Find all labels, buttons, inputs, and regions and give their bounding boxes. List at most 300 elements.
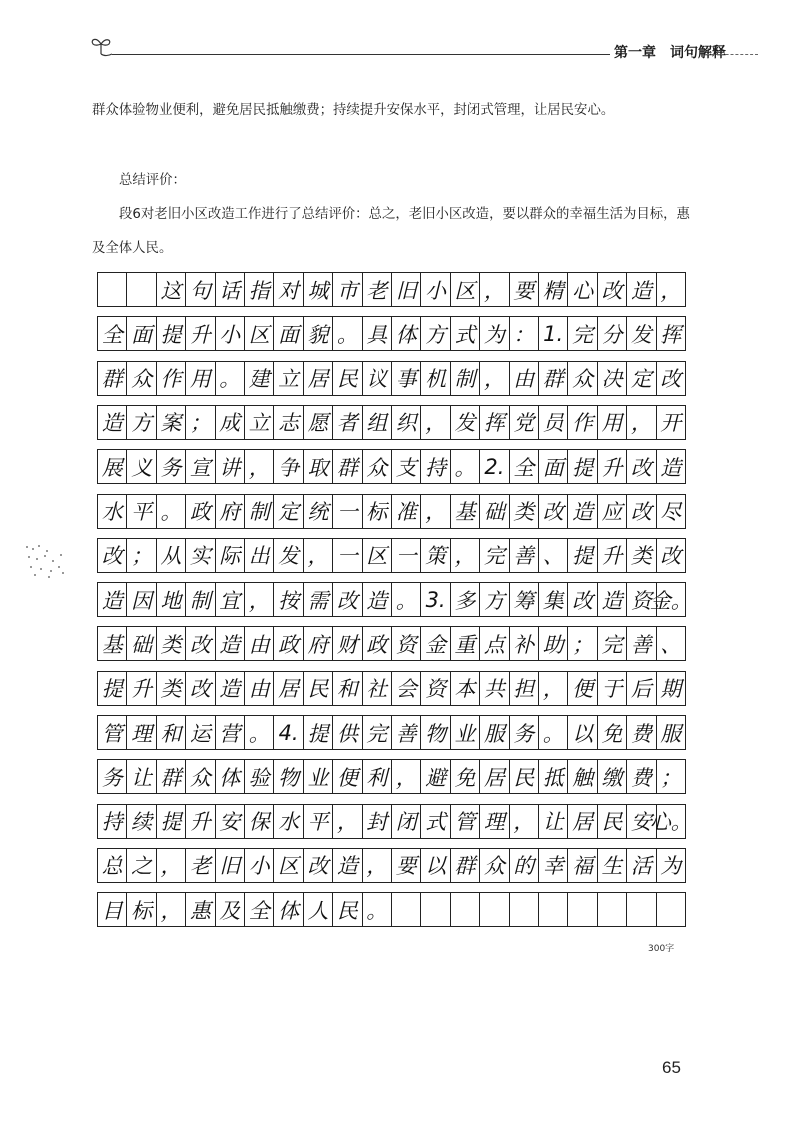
grid-cell: 封 <box>363 805 392 838</box>
grid-cell: 从 <box>157 539 186 572</box>
grid-cell: 安 <box>627 805 656 838</box>
grid-cell: 全 <box>98 317 127 350</box>
grid-cell: 民 <box>510 760 539 793</box>
grid-cell: 挥 <box>657 317 686 350</box>
grid-cell: 居 <box>304 362 333 395</box>
grid-cell: 心。 <box>657 805 686 838</box>
grid-cell: 宜 <box>216 583 245 616</box>
grid-cell: 抵 <box>539 760 568 793</box>
grid-cell: 议 <box>363 362 392 395</box>
chapter-heading <box>614 42 800 62</box>
grid-cell: 需 <box>304 583 333 616</box>
grid-cell: 全 <box>510 450 539 483</box>
grid-cell: 尽 <box>657 495 686 528</box>
grid-cell: 小 <box>216 317 245 350</box>
grid-cell: 市 <box>333 273 362 306</box>
grid-cell: 提 <box>304 716 333 749</box>
grid-cell: 费 <box>627 760 656 793</box>
grid-cell: 造 <box>216 627 245 660</box>
grid-cell: 出 <box>245 539 274 572</box>
grid-cell: 式 <box>421 805 450 838</box>
grid-cell: 策 <box>421 539 450 572</box>
grid-cell: 统 <box>304 495 333 528</box>
grid-cell: 便 <box>333 760 362 793</box>
grid-cell: 平 <box>127 495 156 528</box>
grid-cell: 服 <box>657 716 686 749</box>
grid-cell: 之 <box>127 849 156 882</box>
grid-cell: 发 <box>627 317 656 350</box>
grid-cell: 众 <box>480 849 509 882</box>
grid-cell: 志 <box>274 406 303 439</box>
grid-cell: 成 <box>216 406 245 439</box>
grid-cell: ； <box>568 627 597 660</box>
grid-cell: 业 <box>451 716 480 749</box>
grid-cell: 改 <box>627 495 656 528</box>
grid-cell: 政 <box>363 627 392 660</box>
grid-cell: 要 <box>510 273 539 306</box>
grid-cell: 织 <box>392 406 421 439</box>
grid-cell: 民 <box>333 362 362 395</box>
grid-cell: 完 <box>598 627 627 660</box>
grid-cell: ； <box>186 406 215 439</box>
grid-cell: 平 <box>304 805 333 838</box>
grid-cell: 提 <box>157 317 186 350</box>
grid-cell: 定 <box>274 495 303 528</box>
grid-cell: 标 <box>363 495 392 528</box>
grid-cell: 活 <box>627 849 656 882</box>
grid-cell: 水 <box>274 805 303 838</box>
grid-cell: 因 <box>127 583 156 616</box>
grid-cell: 物 <box>274 760 303 793</box>
grid-cell: 方 <box>480 583 509 616</box>
grid-cell: 管 <box>451 805 480 838</box>
page-number: 65 <box>662 1058 681 1077</box>
grid-cell: 作 <box>568 406 597 439</box>
grid-cell: 闭 <box>392 805 421 838</box>
grid-cell: 改 <box>186 672 215 705</box>
grid-cell: 话 <box>216 273 245 306</box>
grid-cell: 类 <box>157 627 186 660</box>
grid-cell: 造 <box>98 406 127 439</box>
grid-cell: 和 <box>333 672 362 705</box>
grid-cell: 物 <box>421 716 450 749</box>
grid-cell: 改 <box>657 362 686 395</box>
grid-cell: 。 <box>245 716 274 749</box>
grid-cell: 善 <box>627 627 656 660</box>
grid-cell: 众 <box>568 362 597 395</box>
grid-cell: 补 <box>510 627 539 660</box>
grid-row <box>97 671 686 706</box>
grid-cell: 决 <box>598 362 627 395</box>
grid-cell: 造 <box>568 495 597 528</box>
grid-cell: 用 <box>186 362 215 395</box>
grid-cell: 旧 <box>392 273 421 306</box>
grid-cell: ， <box>333 805 362 838</box>
grid-cell: 服 <box>480 716 509 749</box>
grid-cell: 完 <box>363 716 392 749</box>
grid-cell <box>127 273 156 306</box>
grid-cell: ， <box>245 583 274 616</box>
grid-cell: 群 <box>333 450 362 483</box>
grid-cell: 对 <box>274 273 303 306</box>
grid-cell: 区 <box>245 317 274 350</box>
grid-cell: 体 <box>274 893 303 926</box>
page-header <box>88 34 758 64</box>
grid-cell: 改 <box>186 627 215 660</box>
grid-cell: 政 <box>274 627 303 660</box>
grid-cell: 众 <box>186 760 215 793</box>
grid-cell: 体 <box>216 760 245 793</box>
grid-cell: 管 <box>98 716 127 749</box>
grid-cell: 貌 <box>304 317 333 350</box>
grid-cell: 及 <box>216 893 245 926</box>
grid-cell: 挥 <box>480 406 509 439</box>
grid-cell: 居 <box>568 805 597 838</box>
grid-cell: 。 <box>392 583 421 616</box>
grid-cell: 理 <box>127 716 156 749</box>
grid-cell: 用 <box>598 406 627 439</box>
grid-cell: 案 <box>157 406 186 439</box>
grid-cell: 安 <box>216 805 245 838</box>
grid-cell: 重 <box>451 627 480 660</box>
grid-cell <box>539 893 568 926</box>
grid-cell: 目 <box>98 893 127 926</box>
grid-cell: 以 <box>421 849 450 882</box>
grid-cell: 多 <box>451 583 480 616</box>
summary-paragraph: 段6对老旧小区改造工作进行了总结评价：总之，老旧小区改造，要以群众的幸福生活为目标，惠及全体人民。 <box>92 207 690 256</box>
grid-cell <box>98 273 127 306</box>
grid-cell: 众 <box>127 362 156 395</box>
grid-cell: 造 <box>627 273 656 306</box>
header-rule <box>112 54 610 55</box>
grid-cell: 群 <box>157 760 186 793</box>
grid-cell: 财 <box>333 627 362 660</box>
grid-cell <box>510 893 539 926</box>
grid-cell: 基 <box>451 495 480 528</box>
grid-cell: 一 <box>333 539 362 572</box>
grid-cell: 础 <box>127 627 156 660</box>
grid-cell: 持 <box>421 450 450 483</box>
grid-cell: 让 <box>127 760 156 793</box>
grid-cell: 讲 <box>216 450 245 483</box>
grid-cell: 善 <box>392 716 421 749</box>
grid-cell: 面 <box>127 317 156 350</box>
grid-cell: 实 <box>186 539 215 572</box>
grid-cell <box>451 893 480 926</box>
grid-cell: ， <box>421 406 450 439</box>
grid-cell: 后 <box>627 672 656 705</box>
grid-cell: 保 <box>245 805 274 838</box>
grid-cell: 按 <box>274 583 303 616</box>
grid-cell: 小 <box>421 273 450 306</box>
grid-cell: 验 <box>245 760 274 793</box>
grid-cell: 指 <box>245 273 274 306</box>
grid-cell: 造 <box>333 849 362 882</box>
grid-cell: 这 <box>157 273 186 306</box>
grid-cell: 展 <box>98 450 127 483</box>
grid-cell: ； <box>127 539 156 572</box>
grid-cell: 触 <box>568 760 597 793</box>
grid-cell: 惠 <box>186 893 215 926</box>
grid-cell: 社 <box>363 672 392 705</box>
grid-cell: 城 <box>304 273 333 306</box>
grid-cell: 制 <box>186 583 215 616</box>
grid-cell: 机 <box>421 362 450 395</box>
grid-cell: 。 <box>363 893 392 926</box>
grid-cell: 取 <box>304 450 333 483</box>
grid-cell: 升 <box>186 317 215 350</box>
grid-cell: 开 <box>657 406 686 439</box>
grid-cell <box>421 893 450 926</box>
grid-row <box>97 272 686 307</box>
grid-cell: 方 <box>127 406 156 439</box>
grid-cell: 类 <box>627 539 656 572</box>
grid-cell: 营 <box>216 716 245 749</box>
grid-cell: ， <box>510 805 539 838</box>
grid-cell: 和 <box>157 716 186 749</box>
grid-cell: 改 <box>568 583 597 616</box>
grid-cell: 善 <box>510 539 539 572</box>
grid-cell: 群 <box>451 849 480 882</box>
grid-cell: 免 <box>451 760 480 793</box>
grid-cell <box>480 893 509 926</box>
grid-cell: 总 <box>98 849 127 882</box>
grid-cell: 理 <box>480 805 509 838</box>
grid-row <box>97 449 686 484</box>
grid-cell: 府 <box>304 627 333 660</box>
grid-cell: 居 <box>480 760 509 793</box>
grid-cell: 业 <box>304 760 333 793</box>
grid-cell: 共 <box>480 672 509 705</box>
grid-cell: 民 <box>598 805 627 838</box>
grid-cell: 费 <box>627 716 656 749</box>
grid-cell: 改 <box>333 583 362 616</box>
grid-cell: 区 <box>363 539 392 572</box>
grid-cell: 者 <box>333 406 362 439</box>
grid-cell: 际 <box>216 539 245 572</box>
grid-cell: 居 <box>274 672 303 705</box>
grid-cell: 民 <box>333 893 362 926</box>
grid-cell: 义 <box>127 450 156 483</box>
grid-cell: 为 <box>657 849 686 882</box>
grid-cell: 完 <box>480 539 509 572</box>
grid-cell: 事 <box>392 362 421 395</box>
chapter-label: 第一章 <box>614 45 656 61</box>
grid-cell: 资 <box>421 672 450 705</box>
grid-cell: ， <box>363 849 392 882</box>
grid-cell: 集 <box>539 583 568 616</box>
grid-cell: 府 <box>216 495 245 528</box>
grid-cell: 升 <box>127 672 156 705</box>
grid-cell: 1. <box>539 317 568 350</box>
grid-cell: ， <box>480 362 509 395</box>
grid-cell: 立 <box>245 406 274 439</box>
grid-cell: 。 <box>216 362 245 395</box>
scan-speckle-mark <box>22 542 70 580</box>
grid-cell: 一 <box>333 495 362 528</box>
grid-cell: 造 <box>598 583 627 616</box>
grid-cell: 本 <box>451 672 480 705</box>
grid-cell: 地 <box>157 583 186 616</box>
grid-cell: 金。 <box>657 583 686 616</box>
grid-cell: 众 <box>363 450 392 483</box>
grid-cell: 方 <box>421 317 450 350</box>
grid-cell: 具 <box>363 317 392 350</box>
grid-cell: 改 <box>304 849 333 882</box>
grid-cell: 支 <box>392 450 421 483</box>
grid-cell: 免 <box>598 716 627 749</box>
grid-cell: 类 <box>510 495 539 528</box>
grid-cell: 提 <box>157 805 186 838</box>
grid-cell: 升 <box>186 805 215 838</box>
grid-cell: 础 <box>480 495 509 528</box>
body-paragraph-1 <box>92 94 692 128</box>
grid-row <box>97 316 686 351</box>
grid-cell: 立 <box>274 362 303 395</box>
grid-cell: 争 <box>274 450 303 483</box>
grid-cell: 利 <box>363 760 392 793</box>
grid-cell: 分 <box>598 317 627 350</box>
grid-cell: 面 <box>274 317 303 350</box>
grid-cell: 小 <box>245 849 274 882</box>
grid-cell: 党 <box>510 406 539 439</box>
grid-cell: 制 <box>245 495 274 528</box>
grid-cell: ， <box>157 893 186 926</box>
grid-cell: 改 <box>657 539 686 572</box>
grid-cell: ， <box>657 273 686 306</box>
grid-cell <box>392 893 421 926</box>
grid-cell: 务 <box>98 760 127 793</box>
grid-cell: 造 <box>363 583 392 616</box>
grid-cell <box>568 893 597 926</box>
grid-cell: ， <box>480 273 509 306</box>
grid-cell: 筹 <box>510 583 539 616</box>
grid-cell: 群 <box>539 362 568 395</box>
grid-cell: 建 <box>245 362 274 395</box>
grid-cell: 4. <box>274 716 303 749</box>
grid-cell: 作 <box>157 362 186 395</box>
grid-cell: 旧 <box>216 849 245 882</box>
grid-cell: 资 <box>627 583 656 616</box>
grid-cell: 全 <box>245 893 274 926</box>
grid-cell: 期 <box>657 672 686 705</box>
grid-cell: ， <box>421 495 450 528</box>
grid-cell: 群 <box>98 362 127 395</box>
grid-row <box>97 848 686 883</box>
sprout-icon <box>88 34 114 60</box>
grid-cell: 3. <box>421 583 450 616</box>
grid-cell: 定 <box>627 362 656 395</box>
grid-cell: 应 <box>598 495 627 528</box>
grid-cell: 由 <box>245 672 274 705</box>
grid-cell: ， <box>245 450 274 483</box>
paragraph-continuation: 群众体验物业便利，避免居民抵触缴费；持续提升安保水平，封闭式管理，让居民安心。 <box>92 103 615 118</box>
grid-cell: ， <box>392 760 421 793</box>
grid-cell: 改 <box>539 495 568 528</box>
grid-cell: 升 <box>598 450 627 483</box>
grid-cell: 句 <box>186 273 215 306</box>
grid-cell: 准 <box>392 495 421 528</box>
grid-cell: 生 <box>598 849 627 882</box>
grid-cell: 改 <box>627 450 656 483</box>
grid-cell: 精 <box>539 273 568 306</box>
grid-cell: 的 <box>510 849 539 882</box>
grid-cell: 一 <box>392 539 421 572</box>
grid-cell: 运 <box>186 716 215 749</box>
grid-cell: 提 <box>568 539 597 572</box>
grid-cell: 让 <box>539 805 568 838</box>
grid-cell: 供 <box>333 716 362 749</box>
grid-cell: 组 <box>363 406 392 439</box>
chapter-title: 词句解释 <box>670 45 726 61</box>
grid-cell: 区 <box>274 849 303 882</box>
grid-cell: 缴 <box>598 760 627 793</box>
grid-row <box>97 494 686 529</box>
grid-cell: 心 <box>568 273 597 306</box>
grid-cell: 造 <box>657 450 686 483</box>
grid-cell: 发 <box>274 539 303 572</box>
word-count-label: 300字 <box>648 944 675 954</box>
grid-cell: 点 <box>480 627 509 660</box>
grid-cell: 由 <box>245 627 274 660</box>
grid-cell <box>657 893 686 926</box>
grid-cell: 员 <box>539 406 568 439</box>
grid-cell: 升 <box>598 539 627 572</box>
grid-cell <box>627 893 656 926</box>
body-heading-block <box>92 164 692 198</box>
grid-row <box>97 715 686 750</box>
body-paragraph-2 <box>92 198 692 266</box>
grid-cell: 会 <box>392 672 421 705</box>
grid-cell: 福 <box>568 849 597 882</box>
grid-cell: 水 <box>98 495 127 528</box>
grid-cell: 宣 <box>186 450 215 483</box>
grid-cell: 造 <box>216 672 245 705</box>
grid-cell: 区 <box>451 273 480 306</box>
grid-cell: ， <box>304 539 333 572</box>
grid-cell: 由 <box>510 362 539 395</box>
grid-cell: ， <box>627 406 656 439</box>
grid-cell: 担 <box>510 672 539 705</box>
grid-cell: 基 <box>98 627 127 660</box>
grid-cell: 制 <box>451 362 480 395</box>
grid-cell: 助 <box>539 627 568 660</box>
grid-cell: 发 <box>451 406 480 439</box>
grid-cell: 民 <box>304 672 333 705</box>
grid-cell: 。 <box>451 450 480 483</box>
grid-cell: 务 <box>157 450 186 483</box>
grid-cell: 、 <box>539 539 568 572</box>
grid-cell: 续 <box>127 805 156 838</box>
grid-cell: 以 <box>568 716 597 749</box>
grid-cell: 提 <box>568 450 597 483</box>
grid-cell: 造 <box>98 583 127 616</box>
grid-cell: 愿 <box>304 406 333 439</box>
grid-cell: 完 <box>568 317 597 350</box>
grid-cell: 老 <box>363 273 392 306</box>
grid-cell: 标 <box>127 893 156 926</box>
grid-cell: 金 <box>421 627 450 660</box>
header-rule-dashed <box>706 54 758 55</box>
grid-cell: 类 <box>157 672 186 705</box>
grid-cell: 资 <box>392 627 421 660</box>
grid-cell: 改 <box>598 273 627 306</box>
grid-cell: ， <box>157 849 186 882</box>
grid-cell: 。 <box>157 495 186 528</box>
grid-cell: ， <box>451 539 480 572</box>
grid-cell: 为 <box>480 317 509 350</box>
grid-row <box>97 626 686 661</box>
